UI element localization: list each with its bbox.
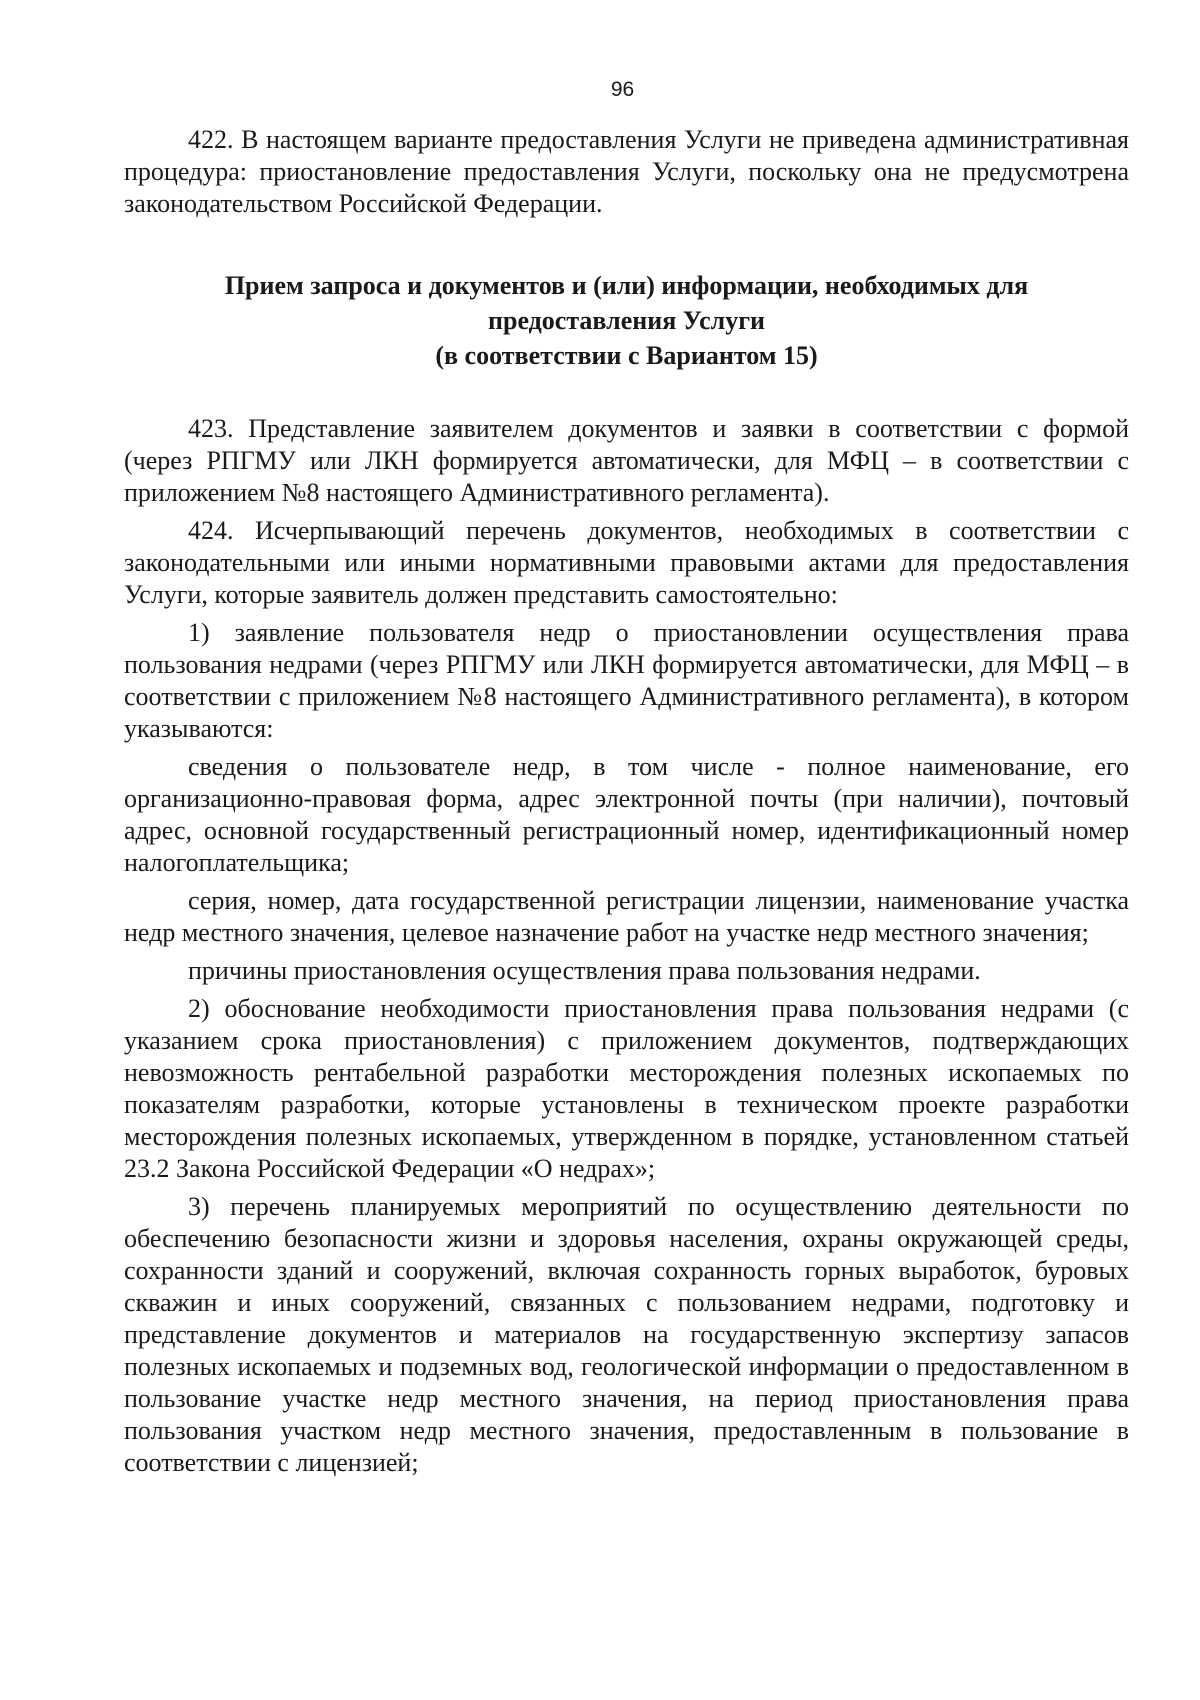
list-item-3: 3) перечень планируемых мероприятий по осуществлению деятельности по обеспечению безопасности жизни и здоровья населения, охраны окружающей среды, сохранности зданий и сооружений, включая сохранность горных выработок, буровых скважин и иных сооружений, связанных с пользованием недрами, подготовку и представление документов и материалов на государственную экспертизу запасов полезных ископаемых и подземных вод, геологической информации о предоставленном в пользование участке недр местного значения, на период приостановления права пользования участком недр местного значения, предоставленным в пользование в соответствии с лицензией; [124,1192,1129,1477]
list-item-1-details: сведения о пользователе недр, в том числе - полное наименование, его организационно-правовая форма, адрес электронной почты (при наличии), почтовый адрес, основной государственный регистрационный номер, идентификационный номер налогоплательщика; [124,752,1129,877]
section-heading [124,268,1129,373]
section-heading-line-2: предоставления Услуги [488,306,765,335]
paragraph-424: 424. Исчерпывающий перечень документов, необходимых в соответствии с законодательными или иными нормативными правовыми актами для предоставления Услуги, которые заявитель должен представить самостоятельно: [124,516,1129,609]
list-item-1-reasons: причины приостановления осуществления права пользования недрами. [188,956,981,985]
section-heading-line-3: (в соответствии с Вариантом 15) [435,341,818,370]
list-item-2: 2) обоснование необходимости приостановления права пользования недрами (с указанием срока приостановления) с приложением документов, подтверждающих невозможность рентабельной разработки месторождения полезных ископаемых по показателям разработки, которые установлены в техническом проекте разработки месторождения полезных ископаемых, утвержденном в порядке, установленном статьей 23.2 Закона Российской Федерации «О недрах»; [124,994,1129,1183]
section-heading-line-1: Прием запроса и документов и (или) информации, необходимых для [224,271,1029,300]
page-number: 96 [610,78,635,101]
document-body [124,124,1129,1479]
paragraph-422: 422. В настоящем варианте предоставления Услуги не приведена административная процедура: приостановление предоставления Услуги, поскольку она не предусмотрена законодательством Российской Федерации. [124,125,1129,218]
list-item-1-license: серия, номер, дата государственной регистрации лицензии, наименование участка недр местного значения, целевое назначение работ на участке недр местного значения; [124,886,1129,947]
paragraph-423: 423. Представление заявителем документов и заявки в соответствии с формой (через РПГМУ или ЛКН формируется автоматически, для МФЦ – в соответствии с приложением №8 настоящего Административного регламента). [124,414,1129,507]
list-item-1: 1) заявление пользователя недр о приостановлении осуществления права пользования недрами (через РПГМУ или ЛКН формируется автоматически, для МФЦ – в соответствии с приложением №8 настоящего Административного регламента), в котором указываются: [124,618,1129,743]
